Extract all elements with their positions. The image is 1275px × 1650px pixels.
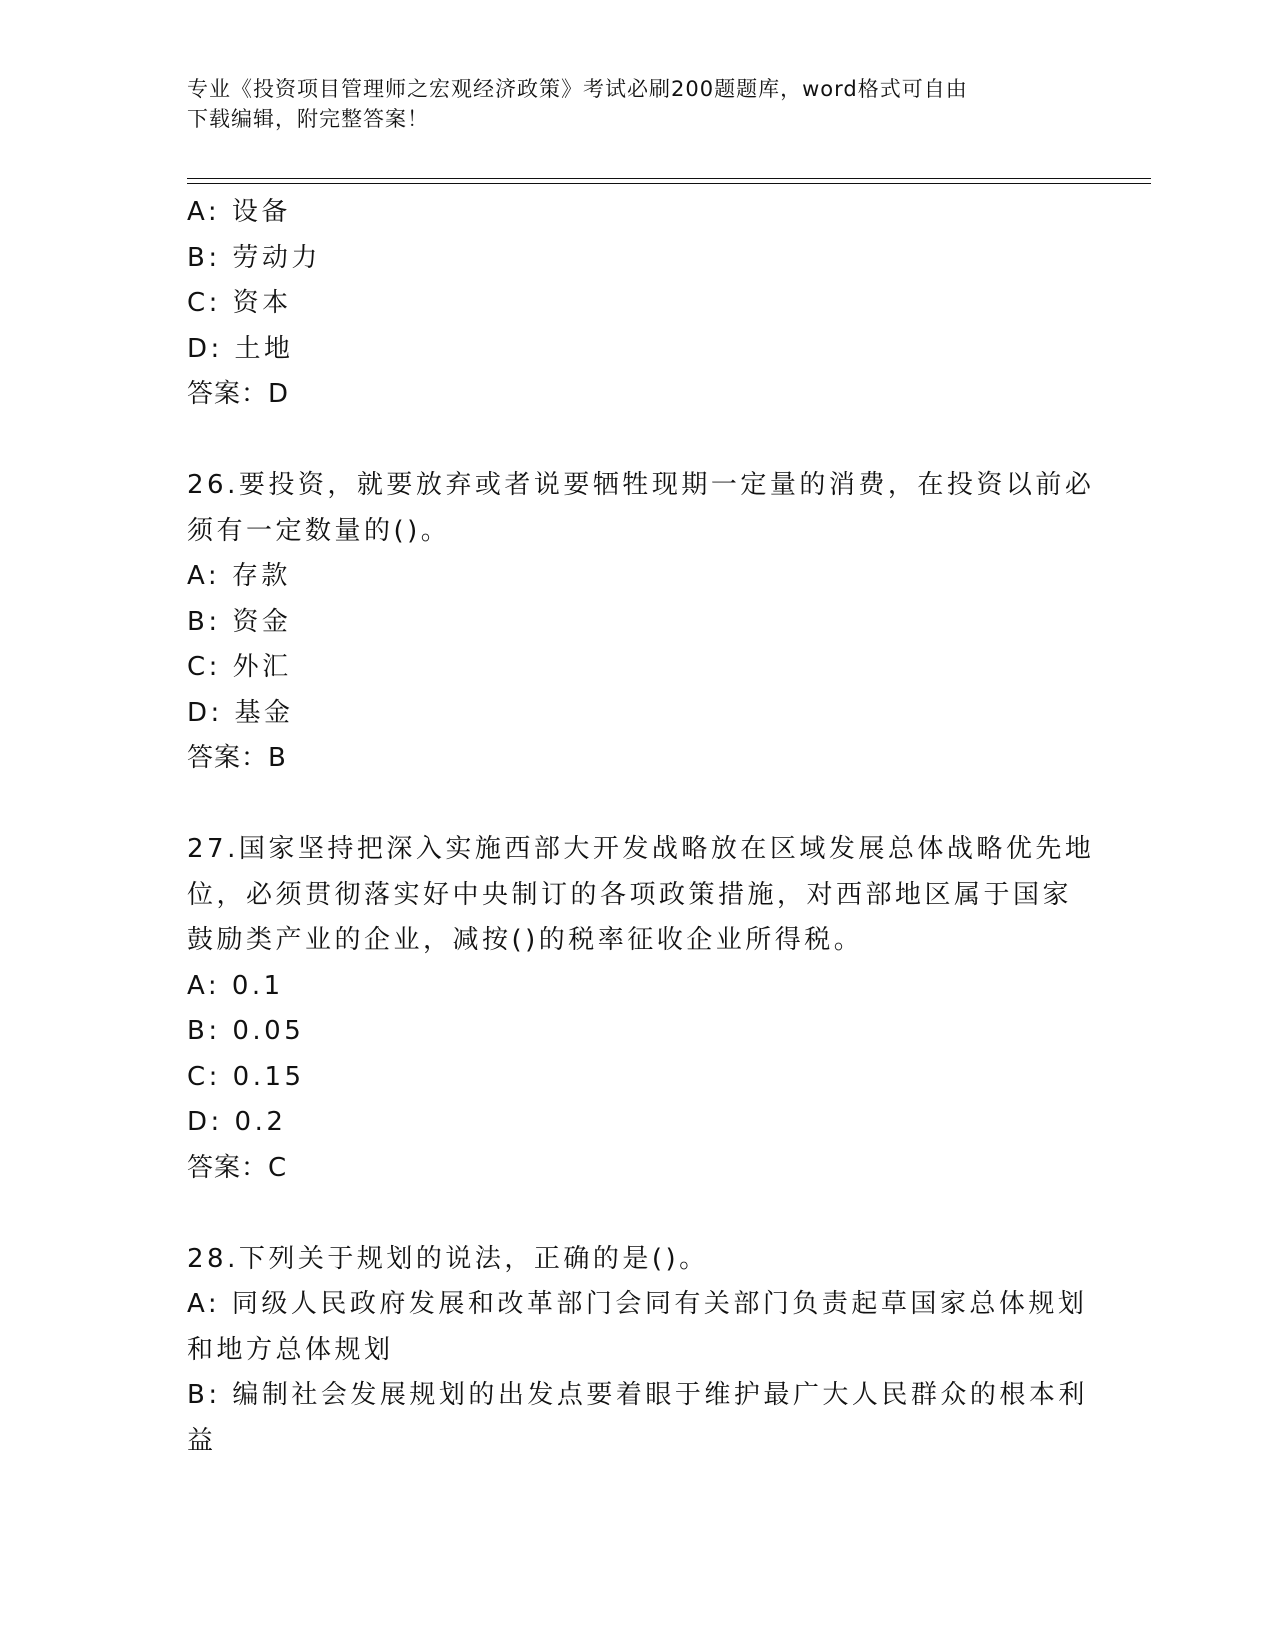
option-a: A: 设备 xyxy=(187,197,291,227)
question-stem-line: 26.要投资，就要放弃或者说要牺牲现期一定量的消费，在投资以前必 xyxy=(187,470,1095,500)
option-b: B: 劳动力 xyxy=(187,242,321,273)
question-27 xyxy=(187,827,1095,1191)
option-a: A: 0.1 xyxy=(187,970,284,1001)
question-stem-line: 28.下列关于规划的说法，正确的是()。 xyxy=(187,1243,709,1274)
option-c: C: 外汇 xyxy=(187,652,292,682)
question-spacer xyxy=(187,782,1077,828)
header-line-2: 下载编辑，附完整答案！ xyxy=(187,107,429,131)
option-b-continued: 益 xyxy=(187,1425,217,1456)
answer: 答案：C xyxy=(187,1152,288,1183)
question-stem-line: 须有一定数量的()。 xyxy=(187,515,451,546)
header-divider-bottom xyxy=(187,183,1151,184)
option-b: B: 资金 xyxy=(187,606,292,637)
option-b: B: 编制社会发展规划的出发点要着眼于维护最广大人民群众的根本利 xyxy=(187,1380,1088,1410)
header-divider-top xyxy=(187,178,1151,179)
question-25 xyxy=(187,190,1077,418)
option-d: D: 0.2 xyxy=(187,1107,287,1137)
option-a: A: 存款 xyxy=(187,561,291,591)
option-b: B: 0.05 xyxy=(187,1016,305,1046)
option-c: C: 资本 xyxy=(187,288,292,318)
option-a-continued: 和地方总体规划 xyxy=(187,1334,394,1365)
question-spacer xyxy=(187,418,1077,464)
question-list xyxy=(187,190,1095,1464)
question-spacer xyxy=(187,1191,1077,1237)
option-c: C: 0.15 xyxy=(187,1061,305,1092)
question-26 xyxy=(187,463,1095,782)
answer: 答案：D xyxy=(187,379,290,409)
document-header xyxy=(187,74,1087,134)
question-stem-line: 位，必须贯彻落实好中央制订的各项政策措施，对西部地区属于国家 xyxy=(187,879,1073,910)
answer: 答案：B xyxy=(187,743,287,773)
question-28 xyxy=(187,1237,1088,1465)
header-line-1: 专业《投资项目管理师之宏观经济政策》考试必刷200题题库，word格式可自由 xyxy=(187,77,968,101)
question-stem-line: 27.国家坚持把深入实施西部大开发战略放在区域发展总体战略优先地 xyxy=(187,834,1095,864)
option-d: D: 土地 xyxy=(187,333,294,364)
option-a: A: 同级人民政府发展和改革部门会同有关部门负责起草国家总体规划 xyxy=(187,1289,1088,1319)
question-stem-line: 鼓励类产业的企业，减按()的税率征收企业所得税。 xyxy=(187,925,864,955)
option-d: D: 基金 xyxy=(187,697,294,728)
